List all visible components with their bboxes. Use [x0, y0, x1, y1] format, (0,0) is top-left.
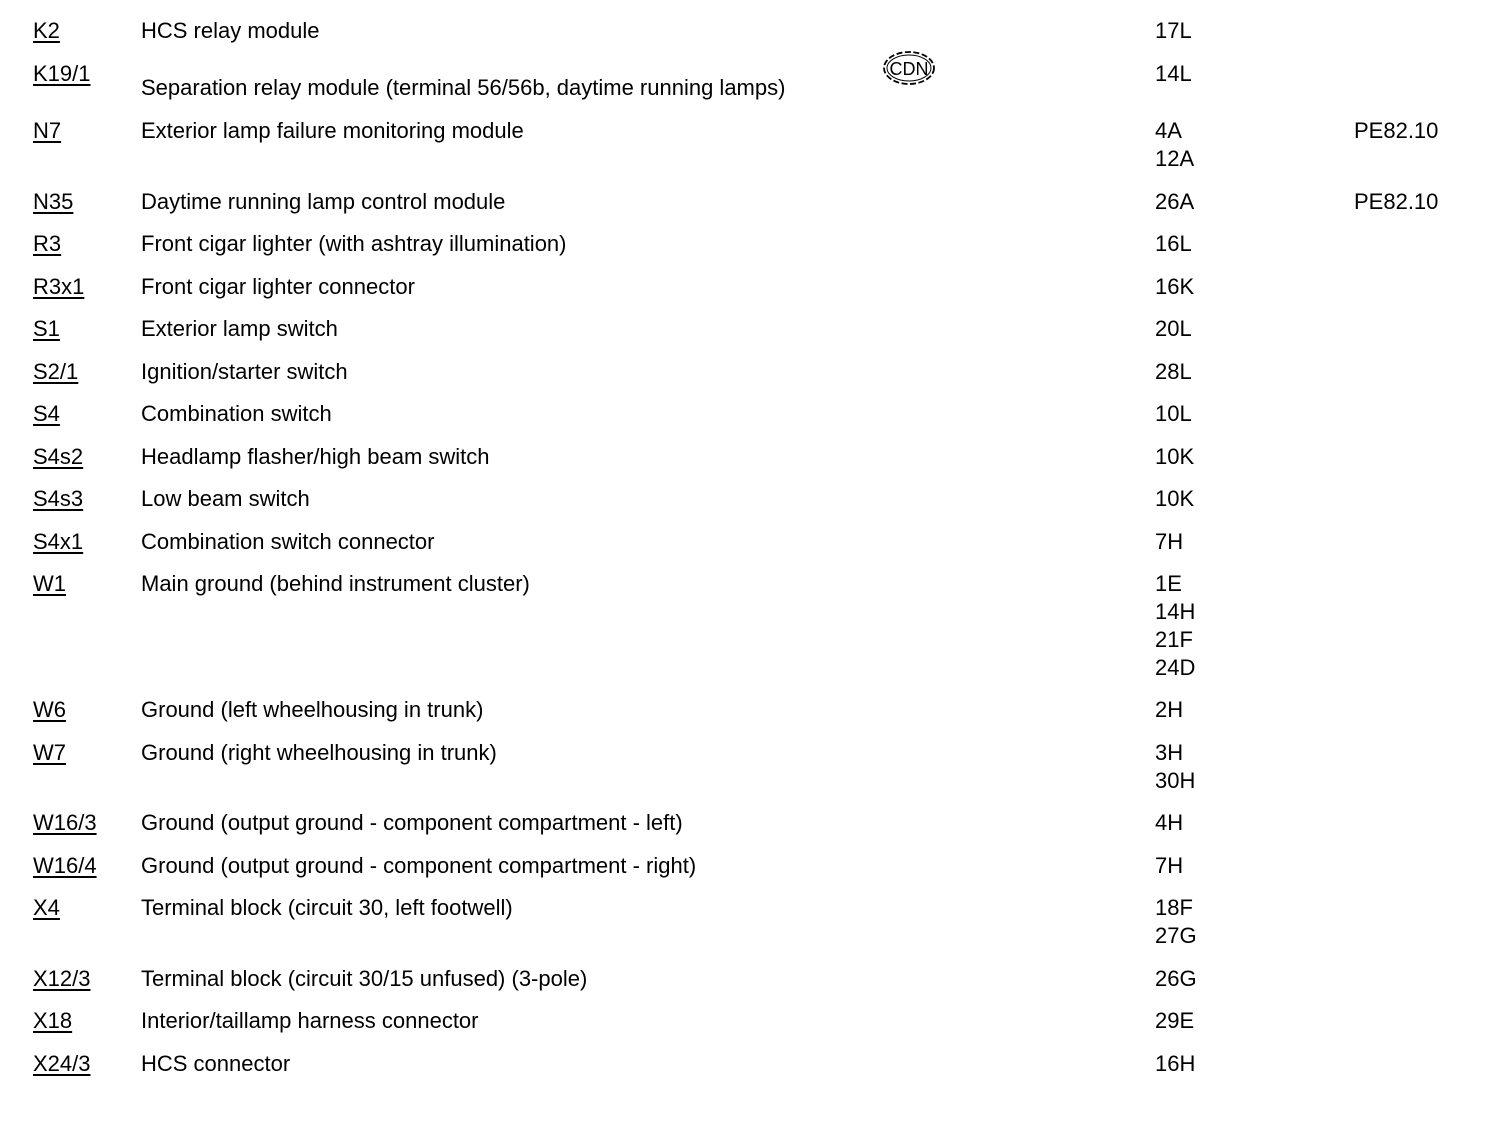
component-code-link[interactable]: X24/3: [33, 1051, 91, 1076]
component-description: Terminal block (circuit 30, left footwell): [141, 895, 513, 920]
component-code-link[interactable]: W7: [33, 740, 66, 765]
component-description: HCS relay module: [141, 18, 320, 43]
grid-location: 27G: [1155, 923, 1197, 948]
component-description: Ignition/starter switch: [141, 359, 348, 384]
grid-location: 1E: [1155, 571, 1182, 596]
grid-location: 20L: [1155, 316, 1192, 341]
grid-locations: [1155, 230, 1192, 258]
grid-location: 21F: [1155, 627, 1193, 652]
component-code-link[interactable]: S4: [33, 401, 60, 426]
component-code-link[interactable]: N7: [33, 118, 62, 143]
component-code-link[interactable]: W6: [33, 697, 66, 722]
grid-location: 18F: [1155, 895, 1193, 920]
component-description: Ground (output ground - component compartment - right): [141, 853, 697, 878]
component-code-link[interactable]: X4: [33, 895, 60, 920]
component-description: Front cigar lighter connector: [141, 274, 415, 299]
grid-locations: [1155, 17, 1192, 45]
component-code-link[interactable]: W16/3: [33, 810, 97, 835]
grid-locations: [1155, 809, 1183, 837]
grid-location: 10K: [1155, 486, 1195, 511]
grid-locations: [1155, 400, 1192, 428]
component-code-link[interactable]: S4x1: [33, 529, 84, 554]
reference-code: PE82.10: [1354, 118, 1439, 143]
grid-locations: [1155, 739, 1195, 795]
grid-location: 2H: [1155, 697, 1184, 722]
component-description: Ground (right wheelhousing in trunk): [141, 740, 497, 765]
component-code-link[interactable]: R3x1: [33, 274, 85, 299]
component-code-link[interactable]: X12/3: [33, 966, 91, 991]
grid-locations: [1155, 315, 1192, 343]
grid-location: 10L: [1155, 401, 1192, 426]
component-code-link[interactable]: K19/1: [33, 61, 91, 86]
grid-locations: [1155, 894, 1197, 950]
component-code-link[interactable]: W1: [33, 571, 66, 596]
component-code-link[interactable]: S2/1: [33, 359, 79, 384]
grid-location: 16H: [1155, 1051, 1196, 1076]
component-description: Combination switch: [141, 401, 332, 426]
component-description: Main ground (behind instrument cluster): [141, 571, 530, 596]
grid-locations: [1155, 570, 1195, 682]
component-code-link[interactable]: X18: [33, 1008, 73, 1033]
grid-location: 4A: [1155, 118, 1182, 143]
component-code-link[interactable]: S4s3: [33, 486, 84, 511]
component-code-link[interactable]: R3: [33, 231, 62, 256]
grid-locations: [1155, 188, 1194, 216]
grid-locations: [1155, 696, 1183, 724]
grid-location: 26A: [1155, 189, 1195, 214]
grid-locations: [1155, 528, 1183, 556]
grid-location: 12A: [1155, 146, 1195, 171]
component-description: Headlamp flasher/high beam switch: [141, 444, 490, 469]
component-description: Ground (left wheelhousing in trunk): [141, 697, 484, 722]
reference-code: PE82.10: [1354, 189, 1439, 214]
component-description: Terminal block (circuit 30/15 unfused) (3-pole): [141, 966, 588, 991]
grid-location: 16K: [1155, 274, 1195, 299]
grid-location: 29E: [1155, 1008, 1195, 1033]
grid-location: 17L: [1155, 18, 1192, 43]
grid-location: 3H: [1155, 740, 1184, 765]
grid-locations: [1155, 965, 1197, 993]
component-code-link[interactable]: N35: [33, 189, 74, 214]
grid-locations: [1155, 852, 1183, 880]
cdn-icon: [882, 50, 936, 86]
component-description: Interior/taillamp harness connector: [141, 1008, 479, 1033]
grid-location: 7H: [1155, 853, 1184, 878]
grid-location: 28L: [1155, 359, 1192, 384]
component-description: Exterior lamp failure monitoring module: [141, 118, 524, 143]
component-code-link[interactable]: S4s2: [33, 444, 84, 469]
component-code-link[interactable]: K2: [33, 18, 60, 43]
grid-location: 16L: [1155, 231, 1192, 256]
component-description: Low beam switch: [141, 486, 310, 511]
component-description: Daytime running lamp control module: [141, 189, 506, 214]
grid-location: 14H: [1155, 599, 1196, 624]
grid-locations: [1155, 273, 1194, 301]
grid-locations: [1155, 60, 1192, 88]
component-description: Front cigar lighter (with ashtray illumination): [141, 231, 567, 256]
grid-locations: [1155, 1007, 1194, 1035]
grid-location: 26G: [1155, 966, 1197, 991]
component-description: Ground (output ground - component compartment - left): [141, 810, 683, 835]
component-description: Combination switch connector: [141, 529, 435, 554]
cdn-badge-label: CDN: [889, 59, 929, 79]
grid-locations: [1155, 358, 1192, 386]
grid-location: 7H: [1155, 529, 1184, 554]
component-code-link[interactable]: W16/4: [33, 853, 97, 878]
grid-location: 24D: [1155, 655, 1196, 680]
component-code-link[interactable]: S1: [33, 316, 60, 341]
grid-locations: [1155, 443, 1194, 471]
grid-location: 14L: [1155, 61, 1192, 86]
grid-location: 30H: [1155, 768, 1196, 793]
grid-location: 4H: [1155, 810, 1184, 835]
grid-locations: [1155, 117, 1194, 173]
component-description: HCS connector: [141, 1051, 291, 1076]
grid-locations: [1155, 1050, 1195, 1078]
grid-location: 10K: [1155, 444, 1195, 469]
grid-locations: [1155, 485, 1194, 513]
component-description: Exterior lamp switch: [141, 316, 338, 341]
component-description: Separation relay module (terminal 56/56b, daytime running lamps): [141, 75, 786, 100]
